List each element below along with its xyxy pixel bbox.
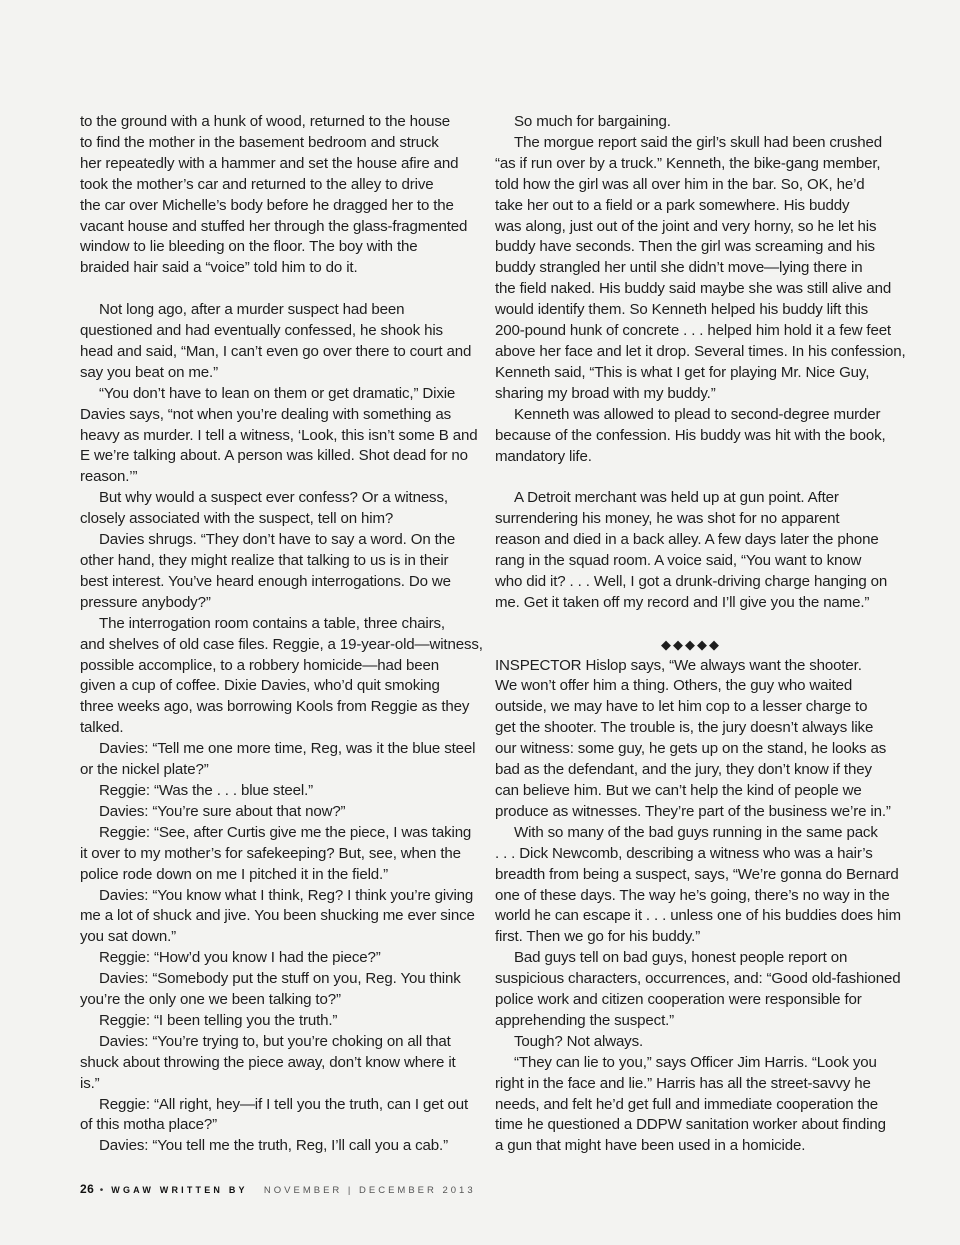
paragraph-break [80,279,470,300]
text-line: and shelves of old case files. Reggie, a 19-year-old—witness, [80,635,483,653]
text-line: breadth from being a suspect, says, “We’re gonna do Bernard [495,865,899,883]
text-line: Not long ago, after a murder suspect had been [99,301,405,319]
text-line: can believe him. But we can’t help the kind of people we [495,781,862,799]
footer-bullet: • [99,1185,106,1196]
text-line: The morgue report said the girl’s skull had been crushed [514,133,883,151]
text-line: me. Get it taken off my record and I’ll give you the name.” [495,593,870,611]
text-line: our witness: some guy, he gets up on the stand, he looks as [495,740,887,758]
text-line: Reggie: “See, after Curtis give me the piece, I was taking [99,823,472,841]
text-line: outside, we may have to let him cop to a lesser charge to [495,698,868,716]
text-line: . . . Dick Newcomb, describing a witness who was a hair’s [495,844,873,862]
text-line: Davies: “You’re sure about that now?” [99,802,346,820]
text-line: right in the face and lie.” Harris has all the street-savvy he [495,1074,871,1092]
text-line: window to lie bleeding on the floor. The boy with the [80,238,418,256]
text-line: head and said, “Man, I can’t even go over there to court and [80,342,472,360]
text-line: INSPECTOR Hislop says, “We always want the shooter. [495,656,862,674]
text-line: took the mother’s car and returned to the alley to drive [80,175,434,193]
text-line: or the nickel plate?” [80,761,209,779]
text-line: Davies: “You know what I think, Reg? I think you’re giving [99,886,474,904]
text-line: police rode down on me I pitched it in the field.” [80,865,388,883]
page-footer [80,1182,476,1196]
text-line: buddy strangled her until she didn’t move—lying there in [495,259,863,277]
text-line: braided hair said a “voice” told him to do it. [80,259,358,277]
text-line: a gun that might have been used in a homicide. [495,1137,806,1155]
text-line: you’re the only one we been talking to?” [80,991,341,1009]
text-line: produce as witnesses. They’re part of the business we’re in.” [495,802,891,820]
text-line: Davies shrugs. “They don’t have to say a word. On the [99,531,456,549]
text-line: shuck about throwing the piece away, don’t know where it [80,1053,456,1071]
text-line: The interrogation room contains a table, three chairs, [99,614,445,632]
magazine-name: WGAW WRITTEN BY [111,1185,248,1195]
text-line: police work and citizen cooperation were responsible for [495,991,862,1009]
text-line: buddy have seconds. Then the girl was screaming and his [495,238,875,256]
text-line: time he questioned a DDPW sanitation worker about finding [495,1116,886,1134]
text-line: sharing my broad with my buddy.” [495,384,716,402]
text-line: take her out to a field or a park somewhere. His buddy [495,196,850,214]
right-column [495,112,906,1157]
issue-date: NOVEMBER | DECEMBER 2013 [263,1185,476,1196]
text-line: possible accomplice, to a robbery homicide—had been [80,656,440,674]
text-line: Reggie: “How’d you know I had the piece?” [99,949,381,967]
text-line: above her face and let it drop. Several times. In his confession, [495,342,906,360]
text-line: Davies: “Tell me one more time, Reg, was it the blue steel [99,740,476,758]
text-line: reason.’” [80,468,138,486]
text-line: Davies: “You tell me the truth, Reg, I’ll call you a cab.” [99,1137,448,1155]
paragraph-break [495,614,887,635]
text-line: Bad guys tell on bad guys, honest people report on [514,949,848,967]
text-line: E we’re talking about. A person was killed. Shot dead for no [80,447,468,465]
text-line: bad as the defendant, and the jury, they don’t know if they [495,761,872,779]
text-line: would identify them. So Kenneth helped his buddy lift this [495,301,869,319]
text-line: Reggie: “Was the . . . blue steel.” [99,781,313,799]
text-line: heavy as murder. I tell a witness, ‘Look, this isn’t some B and [80,426,478,444]
text-line: Tough? Not always. [514,1032,644,1050]
text-line: talked. [80,719,124,737]
text-line: apprehending the suspect.” [495,1011,675,1029]
text-line: Kenneth was allowed to plead to second-degree murder [514,405,881,423]
left-column [80,112,483,1157]
text-line: the car over Michelle’s body before he dragged her to the [80,196,454,214]
text-line: closely associated with the suspect, tell on him? [80,510,394,528]
text-line: Reggie: “All right, hey—if I tell you the truth, can I get out [99,1095,469,1113]
text-line: pressure anybody?” [80,593,211,611]
text-line: best interest. You’ve heard enough interrogations. Do we [80,572,451,590]
text-line: who did it? . . . Well, I got a drunk-driving charge hanging on [495,572,888,590]
text-line: three weeks ago, was borrowing Kools from Reggie as they [80,698,470,716]
text-line: reason and died in a back alley. A few days later the phone [495,531,879,549]
text-line: “as if run over by a truck.” Kenneth, the bike-gang member, [495,154,881,172]
text-line: “They can lie to you,” says Officer Jim Harris. “Look you [514,1053,877,1071]
text-line: surrendering his money, he was shot for no apparent [495,510,840,528]
text-line: other hand, they might realize that talking to us is in their [80,552,449,570]
text-line: With so many of the bad guys running in the same pack [514,823,878,841]
page-number: 26 [80,1182,95,1196]
text-line: first. Then we go for his buddy.” [495,928,701,946]
text-line: one of these days. The way he’s going, there’s no way in the [495,886,890,904]
text-line: suspicious characters, occurrences, and: “Good old-fashioned [495,970,901,988]
text-line: it over to my mother’s for safekeeping? But, see, when the [80,844,461,862]
text-line: vacant house and stuffed her through the glass-fragmented [80,217,468,235]
text-line: is.” [80,1074,100,1092]
text-line: you sat down.” [80,928,177,946]
text-line: Davies: “Somebody put the stuff on you, Reg. You think [99,970,461,988]
text-line: world he can escape it . . . unless one of his buddies does him [495,907,901,925]
text-line: But why would a suspect ever confess? Or a witness, [99,489,448,507]
text-line: was along, just out of the joint and very horny, so he let his [495,217,877,235]
text-line: say you beat on me.” [80,363,218,381]
text-line: told how the girl was all over him in the bar. So, OK, he’d [495,175,865,193]
text-line: mandatory life. [495,447,592,465]
text-line: We won’t offer him a thing. Others, the guy who waited [495,677,853,695]
text-line: the field naked. His buddy said maybe she was still alive and [495,280,892,298]
text-line: given a cup of coffee. Dixie Davies, who’d quit smoking [80,677,440,695]
text-line: get the shooter. The trouble is, the jury doesn’t always like [495,719,874,737]
section-divider: ◆◆◆◆◆ [661,636,721,652]
text-line: rang in the squad room. A voice said, “You want to know [495,552,862,570]
text-line: Kenneth said, “This is what I get for playing Mr. Nice Guy, [495,363,870,381]
text-line: her repeatedly with a hammer and set the house afire and [80,154,459,172]
text-line: Davies: “You’re trying to, but you’re choking on all that [99,1032,451,1050]
text-line: Davies says, “not when you’re dealing with something as [80,405,451,423]
text-line: 200-pound hunk of concrete . . . helped him hold it a few feet [495,322,891,340]
text-line: Reggie: “I been telling you the truth.” [99,1011,338,1029]
text-line: to find the mother in the basement bedroom and struck [80,133,439,151]
text-line: because of the confession. His buddy was hit with the book, [495,426,886,444]
text-line: to the ground with a hunk of wood, returned to the house [80,113,451,130]
text-line: “You don’t have to lean on them or get dramatic,” Dixie [99,384,456,402]
text-line: So much for bargaining. [514,113,671,130]
text-line: me a lot of shuck and jive. You been shucking me ever since [80,907,475,925]
paragraph-break [495,467,887,488]
text-line: A Detroit merchant was held up at gun point. After [514,489,839,507]
text-line: needs, and felt he’d get full and immediate cooperation the [495,1095,879,1113]
text-line: questioned and had eventually confessed, he shook his [80,322,443,340]
text-line: of this motha place?” [80,1116,217,1134]
